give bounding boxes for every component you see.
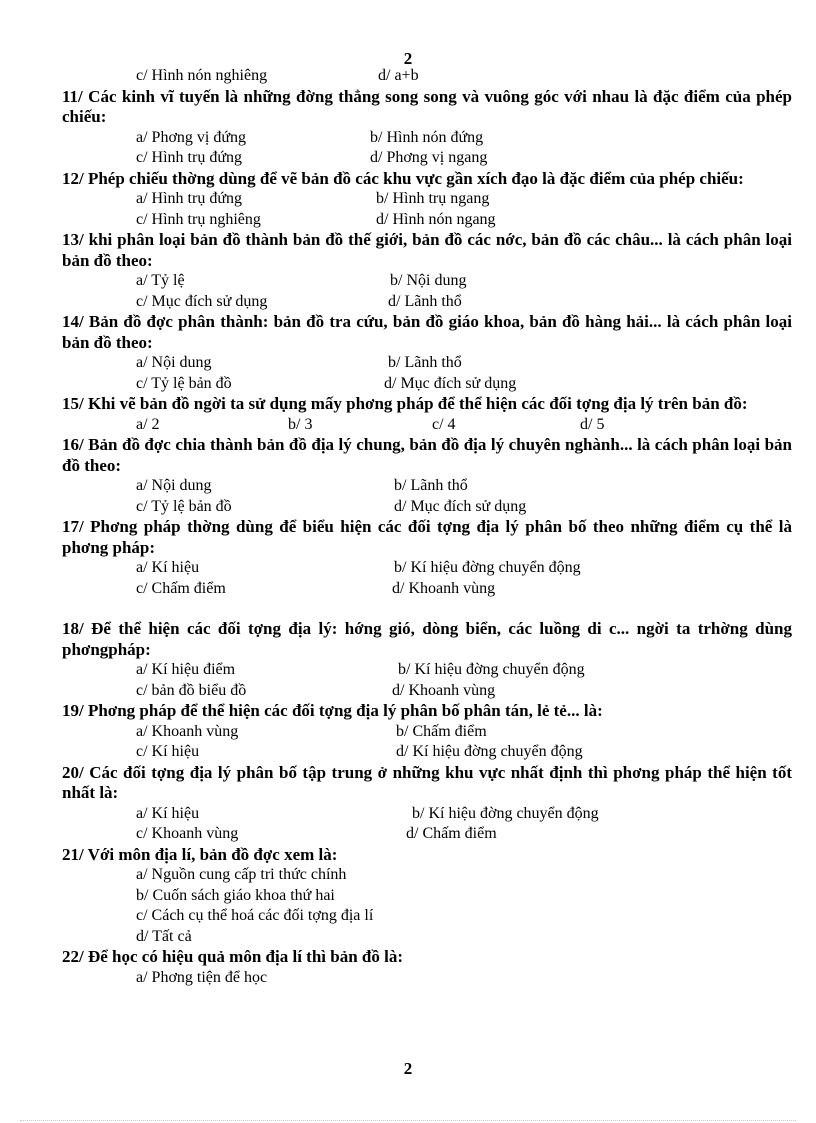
option-b: b/ Kí hiệu đờng chuyển động bbox=[412, 804, 599, 822]
option-a: a/ 2 bbox=[136, 415, 160, 433]
option-c: c/ 4 bbox=[432, 415, 456, 433]
option-row bbox=[62, 374, 792, 395]
option-row bbox=[62, 189, 792, 210]
option-row bbox=[62, 742, 792, 763]
option-b: b/ Hình trụ ngang bbox=[376, 190, 490, 207]
option-row bbox=[62, 660, 792, 681]
option-row bbox=[62, 824, 792, 845]
question-19: 19/ Phơng pháp để thể hiện các đối tợng địa lý phân bố phân tán, lẻ tẻ... là: bbox=[62, 701, 603, 720]
option-row bbox=[62, 148, 792, 169]
option-d: d/ Mục đích sử dụng bbox=[384, 374, 517, 392]
option-b: b/ Chấm điểm bbox=[396, 722, 487, 740]
option-c: c/ Kí hiệu bbox=[136, 743, 200, 760]
option-d: d/ 5 bbox=[580, 415, 605, 433]
option-row bbox=[62, 210, 792, 231]
question-12: 12/ Phép chiếu thờng dùng để vẽ bản đồ các khu vực gần xích đạo là đặc điểm của phép chiếu: bbox=[62, 168, 744, 188]
option-d: d/ Lãnh thổ bbox=[388, 292, 462, 310]
option-c: c/ Hình trụ đứng bbox=[136, 149, 242, 166]
option-row bbox=[62, 353, 792, 374]
option-b: b/ Hình nón đứng bbox=[370, 128, 484, 146]
option-a: a/ Kí hiệu bbox=[136, 804, 200, 822]
option-d: d/ Khoanh vùng bbox=[392, 681, 496, 699]
option-c: c/ Cách cụ thể hoá các đối tợng địa lí bbox=[136, 907, 374, 924]
option-c: c/ Hình trụ nghiêng bbox=[136, 210, 261, 228]
option-b: b/ Kí hiệu đờng chuyển động bbox=[394, 559, 581, 576]
option-row bbox=[62, 415, 792, 436]
option-d: d/ Mục đích sử dụng bbox=[394, 497, 527, 515]
option-c: c/ Tỷ lệ bản đồ bbox=[136, 374, 232, 392]
option-a: a/ Kí hiệu bbox=[136, 559, 200, 576]
option-d: d/ Khoanh vùng bbox=[392, 579, 496, 597]
option-a: a/ Hình trụ đứng bbox=[136, 190, 242, 207]
page-divider bbox=[20, 1120, 796, 1121]
option-d: d/ a+b bbox=[378, 67, 419, 84]
option-d: d/ Phơng vị ngang bbox=[370, 149, 488, 166]
option-b: b/ Cuốn sách giáo khoa thứ hai bbox=[136, 886, 335, 904]
option-d: d/ Chấm điểm bbox=[406, 825, 497, 842]
option-c: c/ Khoanh vùng bbox=[136, 825, 239, 842]
option-row bbox=[62, 66, 792, 87]
option-a: a/ Phơng vị đứng bbox=[136, 128, 247, 146]
option-row bbox=[62, 476, 792, 497]
option-c: c/ Tỷ lệ bản đồ bbox=[136, 497, 232, 515]
question-16: 16/ Bản đồ đợc chia thành bản đồ địa lý chung, bản đồ địa lý chuyên nghành... là cách phân loại bản đồ theo: bbox=[62, 435, 792, 475]
option-a: a/ Khoanh vùng bbox=[136, 722, 239, 740]
spacer bbox=[62, 599, 792, 619]
option-row bbox=[62, 804, 792, 825]
option-a: a/ Kí hiệu điểm bbox=[136, 661, 236, 678]
question-15: 15/ Khi vẽ bản đồ ngời ta sử dụng mấy phơng pháp để thể hiện các đối tợng địa lý trên bản đồ: bbox=[62, 394, 748, 413]
question-14: 14/ Bản đồ đợc phân thành: bản đồ tra cứu, bản đồ giáo khoa, bản đồ hàng hải... là cách phân loại bản đồ theo: bbox=[62, 312, 792, 352]
question-22: 22/ Để học có hiệu quả môn địa lí thì bản đồ là: bbox=[62, 947, 404, 966]
question-20: 20/ Các đối tợng địa lý phân bố tập trung ở những khu vực nhất định thì phơng pháp thể hiện tốt nhất là: bbox=[62, 762, 792, 802]
option-d: d/ Kí hiệu đờng chuyển động bbox=[396, 743, 583, 760]
option-a: a/ Nội dung bbox=[136, 477, 212, 494]
question-list bbox=[62, 66, 792, 988]
option-row bbox=[62, 558, 792, 579]
question-17: 17/ Phơng pháp thờng dùng để biểu hiện các đối tợng địa lý phân bố theo những điểm cụ thể là phơng pháp: bbox=[62, 517, 792, 557]
question-11: 11/ Các kinh vĩ tuyến là những đờng thẳng song song và vuông góc với nhau là đặc điểm của phép chiếu: bbox=[62, 86, 792, 126]
option-a: a/ Phơng tiện để học bbox=[136, 968, 268, 986]
option-b: b/ Kí hiệu đờng chuyển động bbox=[398, 661, 585, 678]
option-row bbox=[62, 497, 792, 518]
option-row bbox=[62, 128, 792, 149]
option-row bbox=[62, 722, 792, 743]
option-row bbox=[62, 579, 792, 600]
option-c: c/ Mục đích sử dụng bbox=[136, 292, 268, 310]
option-a: a/ Nội dung bbox=[136, 354, 212, 371]
question-13: 13/ khi phân loại bản đồ thành bản đồ thế giới, bản đồ các nớc, bản đồ các châu... là cách phân loại bản đồ theo: bbox=[62, 230, 792, 270]
option-row bbox=[62, 292, 792, 313]
option-b: b/ Lãnh thổ bbox=[394, 477, 468, 494]
page-number-top: 2 bbox=[403, 49, 413, 68]
option-row bbox=[62, 681, 792, 702]
option-a: a/ Nguồn cung cấp tri thức chính bbox=[136, 866, 347, 883]
page-number-bottom: 2 bbox=[403, 1059, 413, 1078]
option-c: c/ bản đồ biểu đồ bbox=[136, 681, 247, 699]
option-d: d/ Hình nón ngang bbox=[376, 210, 496, 228]
question-18: 18/ Để thể hiện các đối tợng địa lý: hớng gió, dòng biển, các luồng di c... ngời ta trhờng dùng phơngpháp: bbox=[62, 619, 792, 659]
option-c: c/ Chấm điểm bbox=[136, 579, 226, 597]
option-a: a/ Tỷ lệ bbox=[136, 272, 185, 289]
question-21: 21/ Với môn địa lí, bản đồ đợc xem là: bbox=[62, 844, 338, 864]
option-b: b/ Lãnh thổ bbox=[388, 354, 462, 371]
option-b: b/ Nội dung bbox=[390, 272, 467, 289]
option-b: b/ 3 bbox=[288, 415, 313, 433]
option-row bbox=[62, 271, 792, 292]
option-d: d/ Tất cả bbox=[136, 927, 192, 945]
option-c: c/ Hình nón nghiêng bbox=[136, 67, 268, 84]
